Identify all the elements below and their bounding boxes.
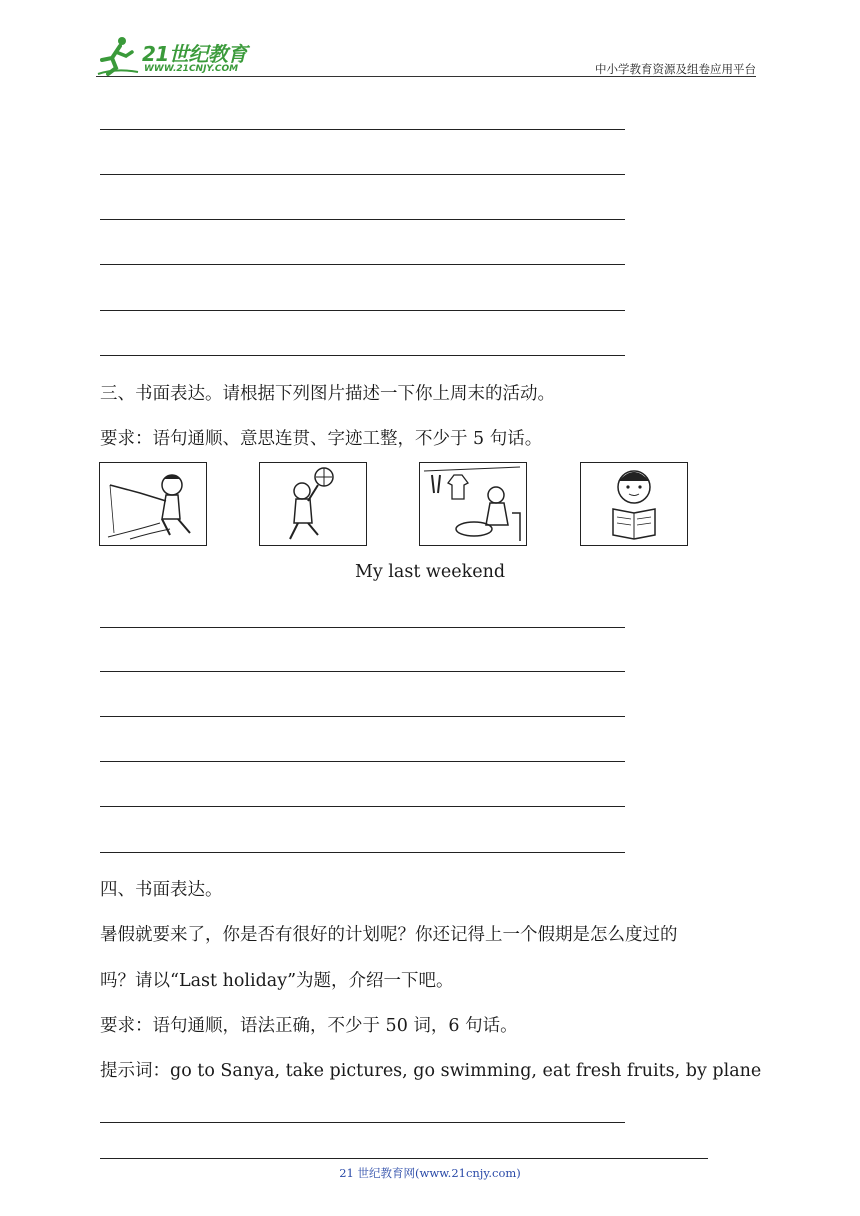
fishing-picture bbox=[99, 462, 207, 546]
logo-text: 21世纪教育 bbox=[142, 42, 247, 66]
section4-requirement: 要求：语句通顺，语法正确，不少于 50 词，6 句话。 bbox=[100, 1016, 518, 1036]
writing-line[interactable] bbox=[100, 1122, 625, 1123]
basketball-picture bbox=[259, 462, 367, 546]
writing-line[interactable] bbox=[100, 806, 625, 807]
footer-divider bbox=[100, 1158, 708, 1159]
section4-prompt-line2: 吗？请以“Last holiday”为题，介绍一下吧。 bbox=[100, 971, 454, 991]
runner-logo-icon bbox=[96, 34, 140, 78]
section3-requirement: 要求：语句通顺、意思连贯、字迹工整，不少于 5 句话。 bbox=[100, 429, 543, 449]
section4-prompt-line1: 暑假就要来了，你是否有很好的计划呢？你还记得上一个假期是怎么度过的 bbox=[100, 925, 678, 945]
header-divider bbox=[96, 76, 756, 77]
section4-title: 四、书面表达。 bbox=[100, 880, 223, 900]
platform-name: 中小学教育资源及组卷应用平台 bbox=[595, 62, 756, 76]
writing-line[interactable] bbox=[100, 264, 625, 265]
writing-line[interactable] bbox=[100, 627, 625, 628]
logo-subtext: WWW.21CNJY.COM bbox=[144, 64, 239, 74]
section4-hint: 提示词：go to Sanya, take pictures, go swimming, eat fresh fruits, by plane bbox=[100, 1061, 762, 1081]
writing-line[interactable] bbox=[100, 355, 625, 356]
writing-line[interactable] bbox=[100, 716, 625, 717]
writing-line[interactable] bbox=[100, 219, 625, 220]
section3-title: 三、书面表达。请根据下列图片描述一下你上周末的活动。 bbox=[100, 384, 555, 404]
washing-picture bbox=[419, 462, 527, 546]
writing-line[interactable] bbox=[100, 852, 625, 853]
essay-title: My last weekend bbox=[354, 562, 506, 582]
page-header bbox=[96, 34, 756, 78]
reading-picture bbox=[580, 462, 688, 546]
writing-line[interactable] bbox=[100, 671, 625, 672]
site-logo bbox=[96, 34, 266, 78]
writing-line[interactable] bbox=[100, 310, 625, 311]
writing-line[interactable] bbox=[100, 174, 625, 175]
footer-text: 21 世纪教育网(www.21cnjy.com) bbox=[339, 1166, 521, 1180]
writing-line[interactable] bbox=[100, 129, 625, 130]
writing-line[interactable] bbox=[100, 761, 625, 762]
